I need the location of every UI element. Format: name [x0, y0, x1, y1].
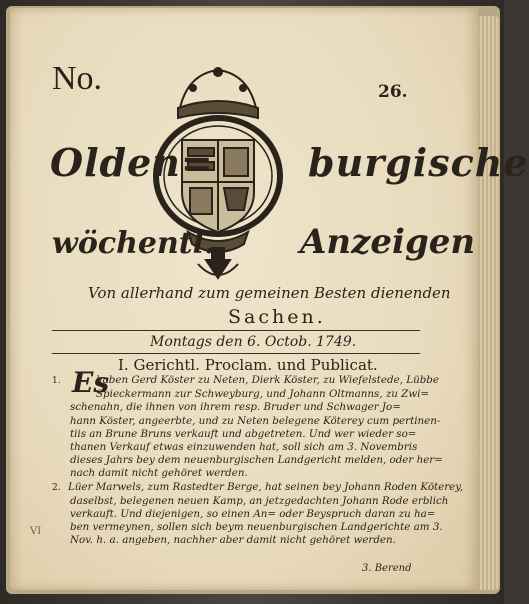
item1-line: nach damit nicht gehöret werden.: [70, 467, 248, 480]
title-word-2: burgische: [308, 140, 529, 185]
item2-number: 2.: [52, 482, 61, 493]
item1-line: Spieckermann zur Schweyburg, und Johann Oltmanns, zu Zwi=: [96, 388, 430, 401]
subtitle: Von allerhand zum gemeinen Besten dienenden: [88, 284, 451, 302]
item2-line: verkauft. Und diejenigen, so einen An= oder Beyspruch daran zu ha=: [70, 508, 436, 521]
article-text: [52, 366, 463, 548]
item1-line: tiis an Brune Bruns verkauft und abgetreten. Und wer wieder so=: [70, 427, 417, 440]
subtitle-word: Sachen.: [228, 306, 326, 328]
issue-number: 26.: [378, 82, 408, 102]
signature-mark: VI: [30, 526, 42, 537]
issue-label: No.: [52, 60, 103, 97]
divider-bottom: [52, 353, 420, 354]
item2-line: ben vermeynen, sollen sich beym neuenburgischen Landgerichte am 3.: [70, 521, 443, 534]
title-word-4: Anzeigen: [300, 222, 476, 262]
item2-line: Nov. h. a. angeben, nachher aber damit nicht gehöret werden.: [70, 534, 396, 547]
item1-number: 1.: [52, 376, 61, 386]
title-word-1: Olden=: [50, 140, 214, 185]
section-heading: I. Gerichtl. Proclam. und Publicat.: [118, 356, 378, 374]
item1-line: hann Köster, angeerbte, und zu Neten belegene Köterey cum pertinen-: [70, 414, 441, 427]
item1-line: schenahn, die ihnen von ihrem resp. Bruder und Schwager Jo=: [70, 401, 401, 414]
item2-line: 2. Lüer Marwels, zum Rastedter Berge, hat seinen bey Johann Roden Köterey,: [52, 481, 414, 495]
item2-line: daselbst, belegenen neuen Kamp, an jetzgedachten Johann Rode erblich: [70, 494, 449, 507]
newspaper-page: [10, 8, 529, 590]
drop-capital: Es: [72, 366, 110, 399]
issue-date: Montags den 6. Octob. 1749.: [150, 334, 357, 350]
item1-line: dieses Jahrs bey dem neuenburgischen Landgericht melden, oder her=: [70, 454, 443, 467]
item1-line: thanen Verkauf etwas einzuwenden hat, soll sich am 3. Novembris: [70, 441, 418, 454]
divider-top: [52, 330, 420, 331]
catchword: 3. Berend: [362, 563, 412, 574]
title-word-3: wöchentl.: [52, 226, 215, 261]
item1-line: 1. haben Gerd Köster zu Neten, Dierk Köster, zu Wiefelstede, Lübbe: [52, 374, 414, 388]
